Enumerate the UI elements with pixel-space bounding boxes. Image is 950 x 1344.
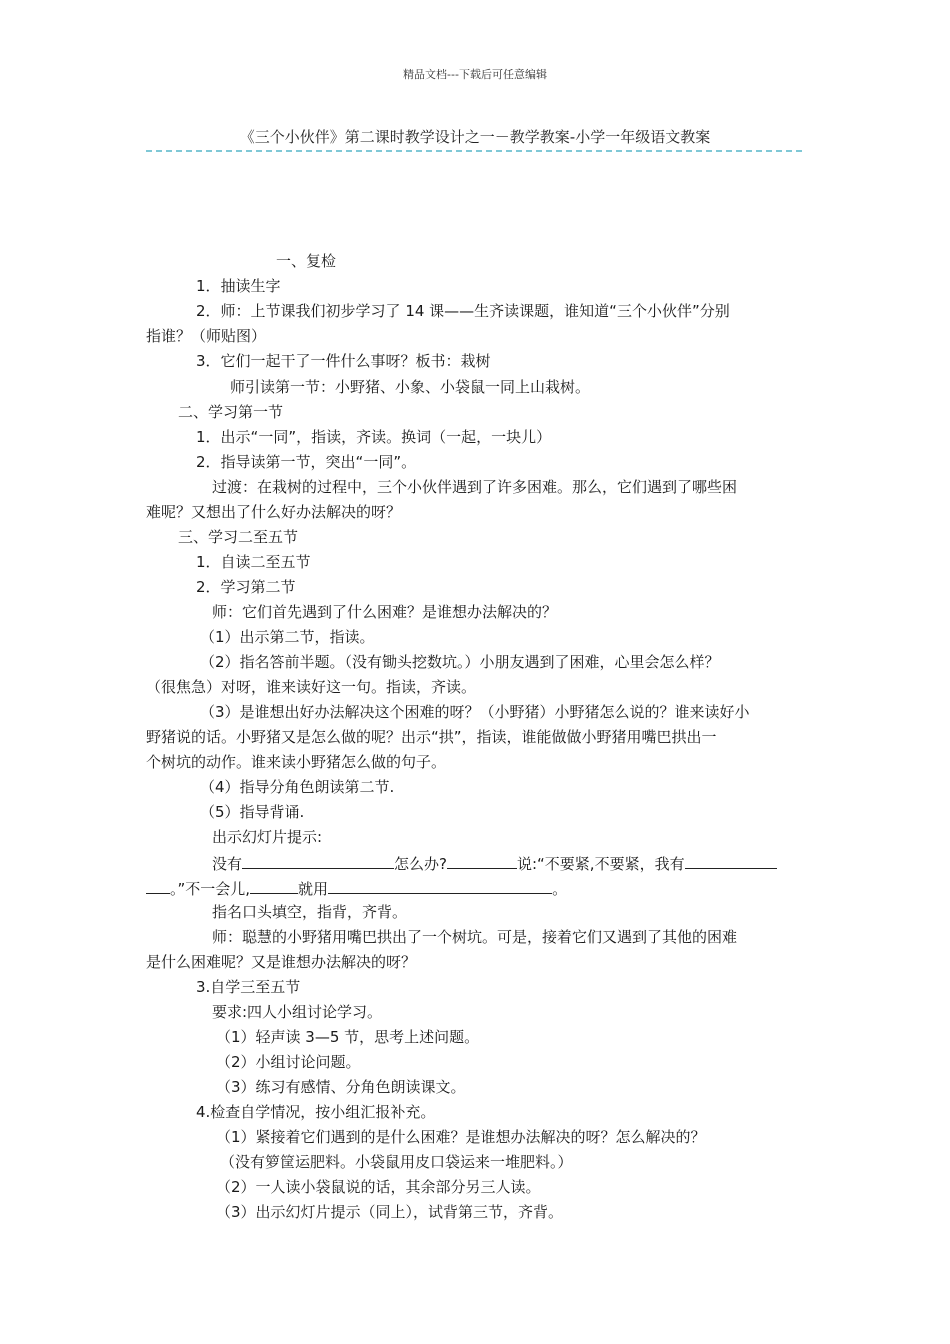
paragraph-line: （4）指导分角色朗读第二节. [200, 778, 395, 796]
paragraph-line: 是什么困难呢？又是谁想办法解决的呀？ [146, 953, 417, 971]
fill-text: 没有 [212, 855, 243, 873]
fill-text: 就用 [298, 880, 329, 898]
fill-text: 说:“不要紧,不要紧，我有 [516, 855, 685, 873]
blank-underline [685, 852, 777, 869]
document-title: 《三个小伙伴》第二课时教学设计之一－教学教案-小学一年级语文教案 [239, 128, 711, 146]
paragraph-line: 2．学习第二节 [196, 578, 296, 596]
paragraph-line: 指名口头填空，指背，齐背。 [212, 903, 408, 921]
paragraph-line: 过渡：在栽树的过程中，三个小伙伴遇到了许多困难。那么，它们遇到了哪些困 [212, 478, 738, 496]
paragraph-line: 指谁？（师贴图） [146, 327, 267, 345]
page-header: 精品文档---下载后可任意编辑 [403, 68, 547, 81]
section-heading-2: 二、学习第一节 [178, 403, 284, 421]
paragraph-line: 1．出示“一同”，指读，齐读。换词（一起，一块儿） [196, 428, 552, 446]
fill-text: 。”不一会儿, [170, 880, 251, 898]
paragraph-line: （1）轻声读 3—5 节，思考上述问题。 [216, 1028, 480, 1046]
paragraph-line: 野猪说的话。小野猪又是怎么做的呢？出示“拱”，指读，谁能做做小野猪用嘴巴拱出一 [146, 728, 717, 746]
paragraph-line: （3）是谁想出好办法解决这个困难的呀？（小野猪）小野猪怎么说的？谁来读好小 [200, 703, 750, 721]
title-divider [146, 150, 802, 152]
fill-text: 。 [552, 880, 568, 898]
blank-underline [447, 852, 517, 869]
paragraph-line: 2．师：上节课我们初步学习了 14 课——生齐读课题，谁知道“三个小伙伴”分别 [196, 302, 730, 320]
paragraph-line: 出示幻灯片提示: [212, 828, 323, 846]
paragraph-line: 3.自学三至五节 [196, 978, 301, 996]
paragraph-line: （2）小组讨论问题。 [216, 1053, 361, 1071]
paragraph-line: 难呢？又想出了什么好办法解决的呀？ [146, 503, 402, 521]
paragraph-line: 2．指导读第一节，突出“一同”。 [196, 453, 417, 471]
paragraph-line: （3）出示幻灯片提示（同上），试背第三节，齐背。 [216, 1203, 564, 1221]
paragraph-line: 师引读第一节：小野猪、小象、小袋鼠一同上山栽树。 [230, 378, 591, 396]
paragraph-line: （没有箩筐运肥料。小袋鼠用皮口袋运来一堆肥料。） [220, 1153, 573, 1171]
paragraph-line: （2）指名答前半题。（没有锄头挖数坑。）小朋友遇到了困难，心里会怎么样？ [200, 653, 720, 671]
paragraph-line: 1．自读二至五节 [196, 553, 311, 571]
blank-underline [146, 877, 170, 894]
section-heading-3: 三、学习二至五节 [178, 528, 299, 546]
paragraph-line: （1）出示第二节，指读。 [200, 628, 375, 646]
paragraph-line: （2）一人读小袋鼠说的话，其余部分另三人读。 [216, 1178, 541, 1196]
fill-text: 怎么办? [394, 855, 447, 873]
paragraph-line: 3．它们一起干了一件什么事呀？板书：栽树 [196, 352, 491, 370]
blank-underline [328, 877, 552, 894]
paragraph-line: 师：它们首先遇到了什么困难？是谁想办法解决的？ [212, 603, 558, 621]
paragraph-line: （3）练习有感情、分角色朗读课文。 [216, 1078, 466, 1096]
paragraph-line: 师：聪慧的小野猪用嘴巴拱出了一个树坑。可是，接着它们又遇到了其他的困难 [212, 928, 738, 946]
blank-underline [250, 877, 298, 894]
paragraph-line: （5）指导背诵. [200, 803, 305, 821]
paragraph-line: （1）紧接着它们遇到的是什么困难？是谁想办法解决的呀？怎么解决的？ [216, 1128, 706, 1146]
paragraph-line: 4.检查自学情况，按小组汇报补充。 [196, 1103, 436, 1121]
paragraph-line: 要求:四人小组讨论学习。 [212, 1003, 383, 1021]
paragraph-line: 1．抽读生字 [196, 277, 281, 295]
fill-blank-line-2 [146, 877, 810, 899]
paragraph-line: 个树坑的动作。谁来读小野猪怎么做的句子。 [146, 753, 447, 771]
section-heading-1: 一、复检 [276, 252, 337, 270]
fill-blank-line-1 [212, 852, 876, 874]
paragraph-line: （很焦急）对呀，谁来读好这一句。指读，齐读。 [146, 678, 477, 696]
blank-underline [242, 852, 394, 869]
